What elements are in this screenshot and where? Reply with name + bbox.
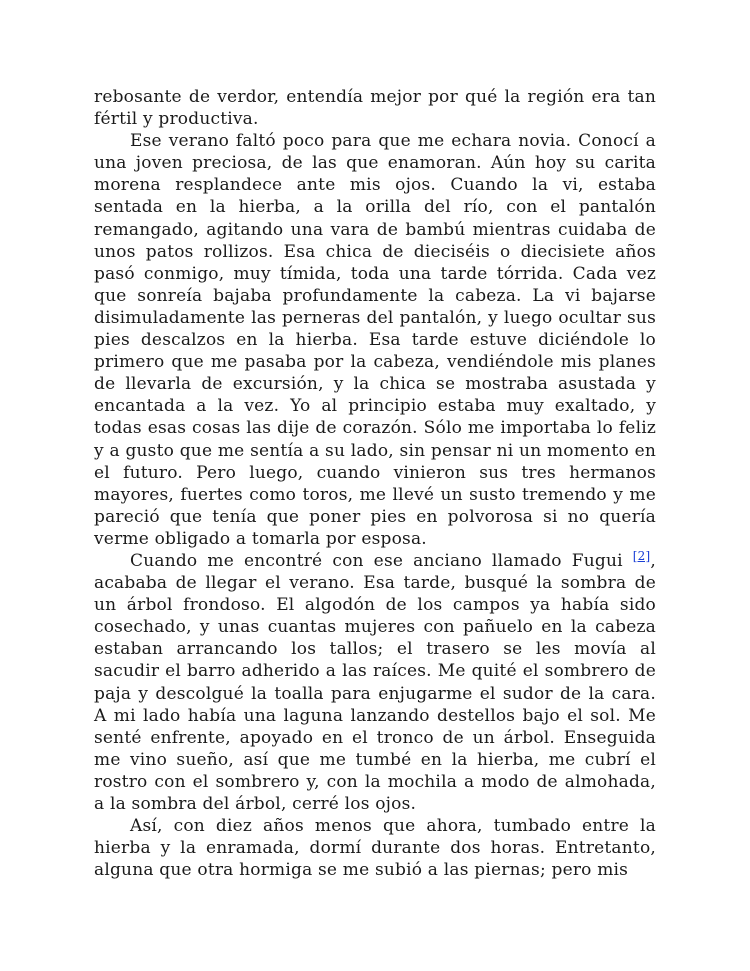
- paragraph-1: rebosante de verdor, entendía mejor por qué la región era tan fértil y productiva.: [94, 87, 656, 130]
- paragraph-3-text-start: Cuando me encontré con ese anciano llamado Fugui: [130, 550, 633, 571]
- paragraph-3-text-end: , acababa de llegar el verano. Esa tarde, busqué la sombra de un árbol frondoso. El algodón de los campos ya había sido cosechado, y unas cuantas mujeres con pañuelo en la cabeza estaban arrancando los tallos; el trasero se les movía al sacudir el barro adherido a las raíces. Me quité el sombrero de paja y descolgué la toalla para enjugarme el sudor de la cara. A mi lado había una laguna lanzando destellos bajo el sol. Me senté enfrente, apoyado en el tronco de un árbol. Enseguida me vino sueño, así que me tumbé en la hierba, me cubrí el rostro con el sombrero y, con la mochila a modo de almohada, a la sombra del árbol, cerré los ojos.: [94, 550, 656, 814]
- paragraph-2: Ese verano faltó poco para que me echara novia. Conocí a una joven preciosa, de las que enamoran. Aún hoy su carita morena resplandece ante mis ojos. Cuando la vi, estaba sentada en la hierba, a la orilla del río, con el pantalón remangado, agitando una vara de bambú mientras cuidaba de unos patos rollizos. Esa chica de dieciséis o diecisiete años pasó conmigo, muy tímida, toda una tarde tórrida. Cada vez que sonreía bajaba profundamente la cabeza. La vi bajarse disimuladamente las perneras del pantalón, y luego ocultar sus pies descalzos en la hierba. Esa tarde estuve diciéndole lo primero que me pasaba por la cabeza, vendiéndole mis planes de llevarla de excursión, y la chica se mostraba asustada y encantada a la vez. Yo al principio estaba muy exaltado, y todas esas cosas las dije de corazón. Sólo me importaba lo feliz y a gusto que me sentía a su lado, sin pensar ni un momento en el futuro. Pero luego, cuando vinieron sus tres hermanos mayores, fuertes como toros, me llevé un susto tremendo y me pareció que tenía que poner pies en polvorosa si no quería verme obligado a tomarla por esposa.: [94, 131, 656, 549]
- paragraph-3: [94, 550, 656, 815]
- footnote-link[interactable]: [2]: [632, 548, 651, 563]
- paragraph-4: Así, con diez años menos que ahora, tumbado entre la hierba y la enramada, dormí durante dos horas. Entretanto, alguna que otra hormiga se me subió a las piernas; pero mis: [94, 816, 656, 881]
- document-page: [94, 86, 656, 881]
